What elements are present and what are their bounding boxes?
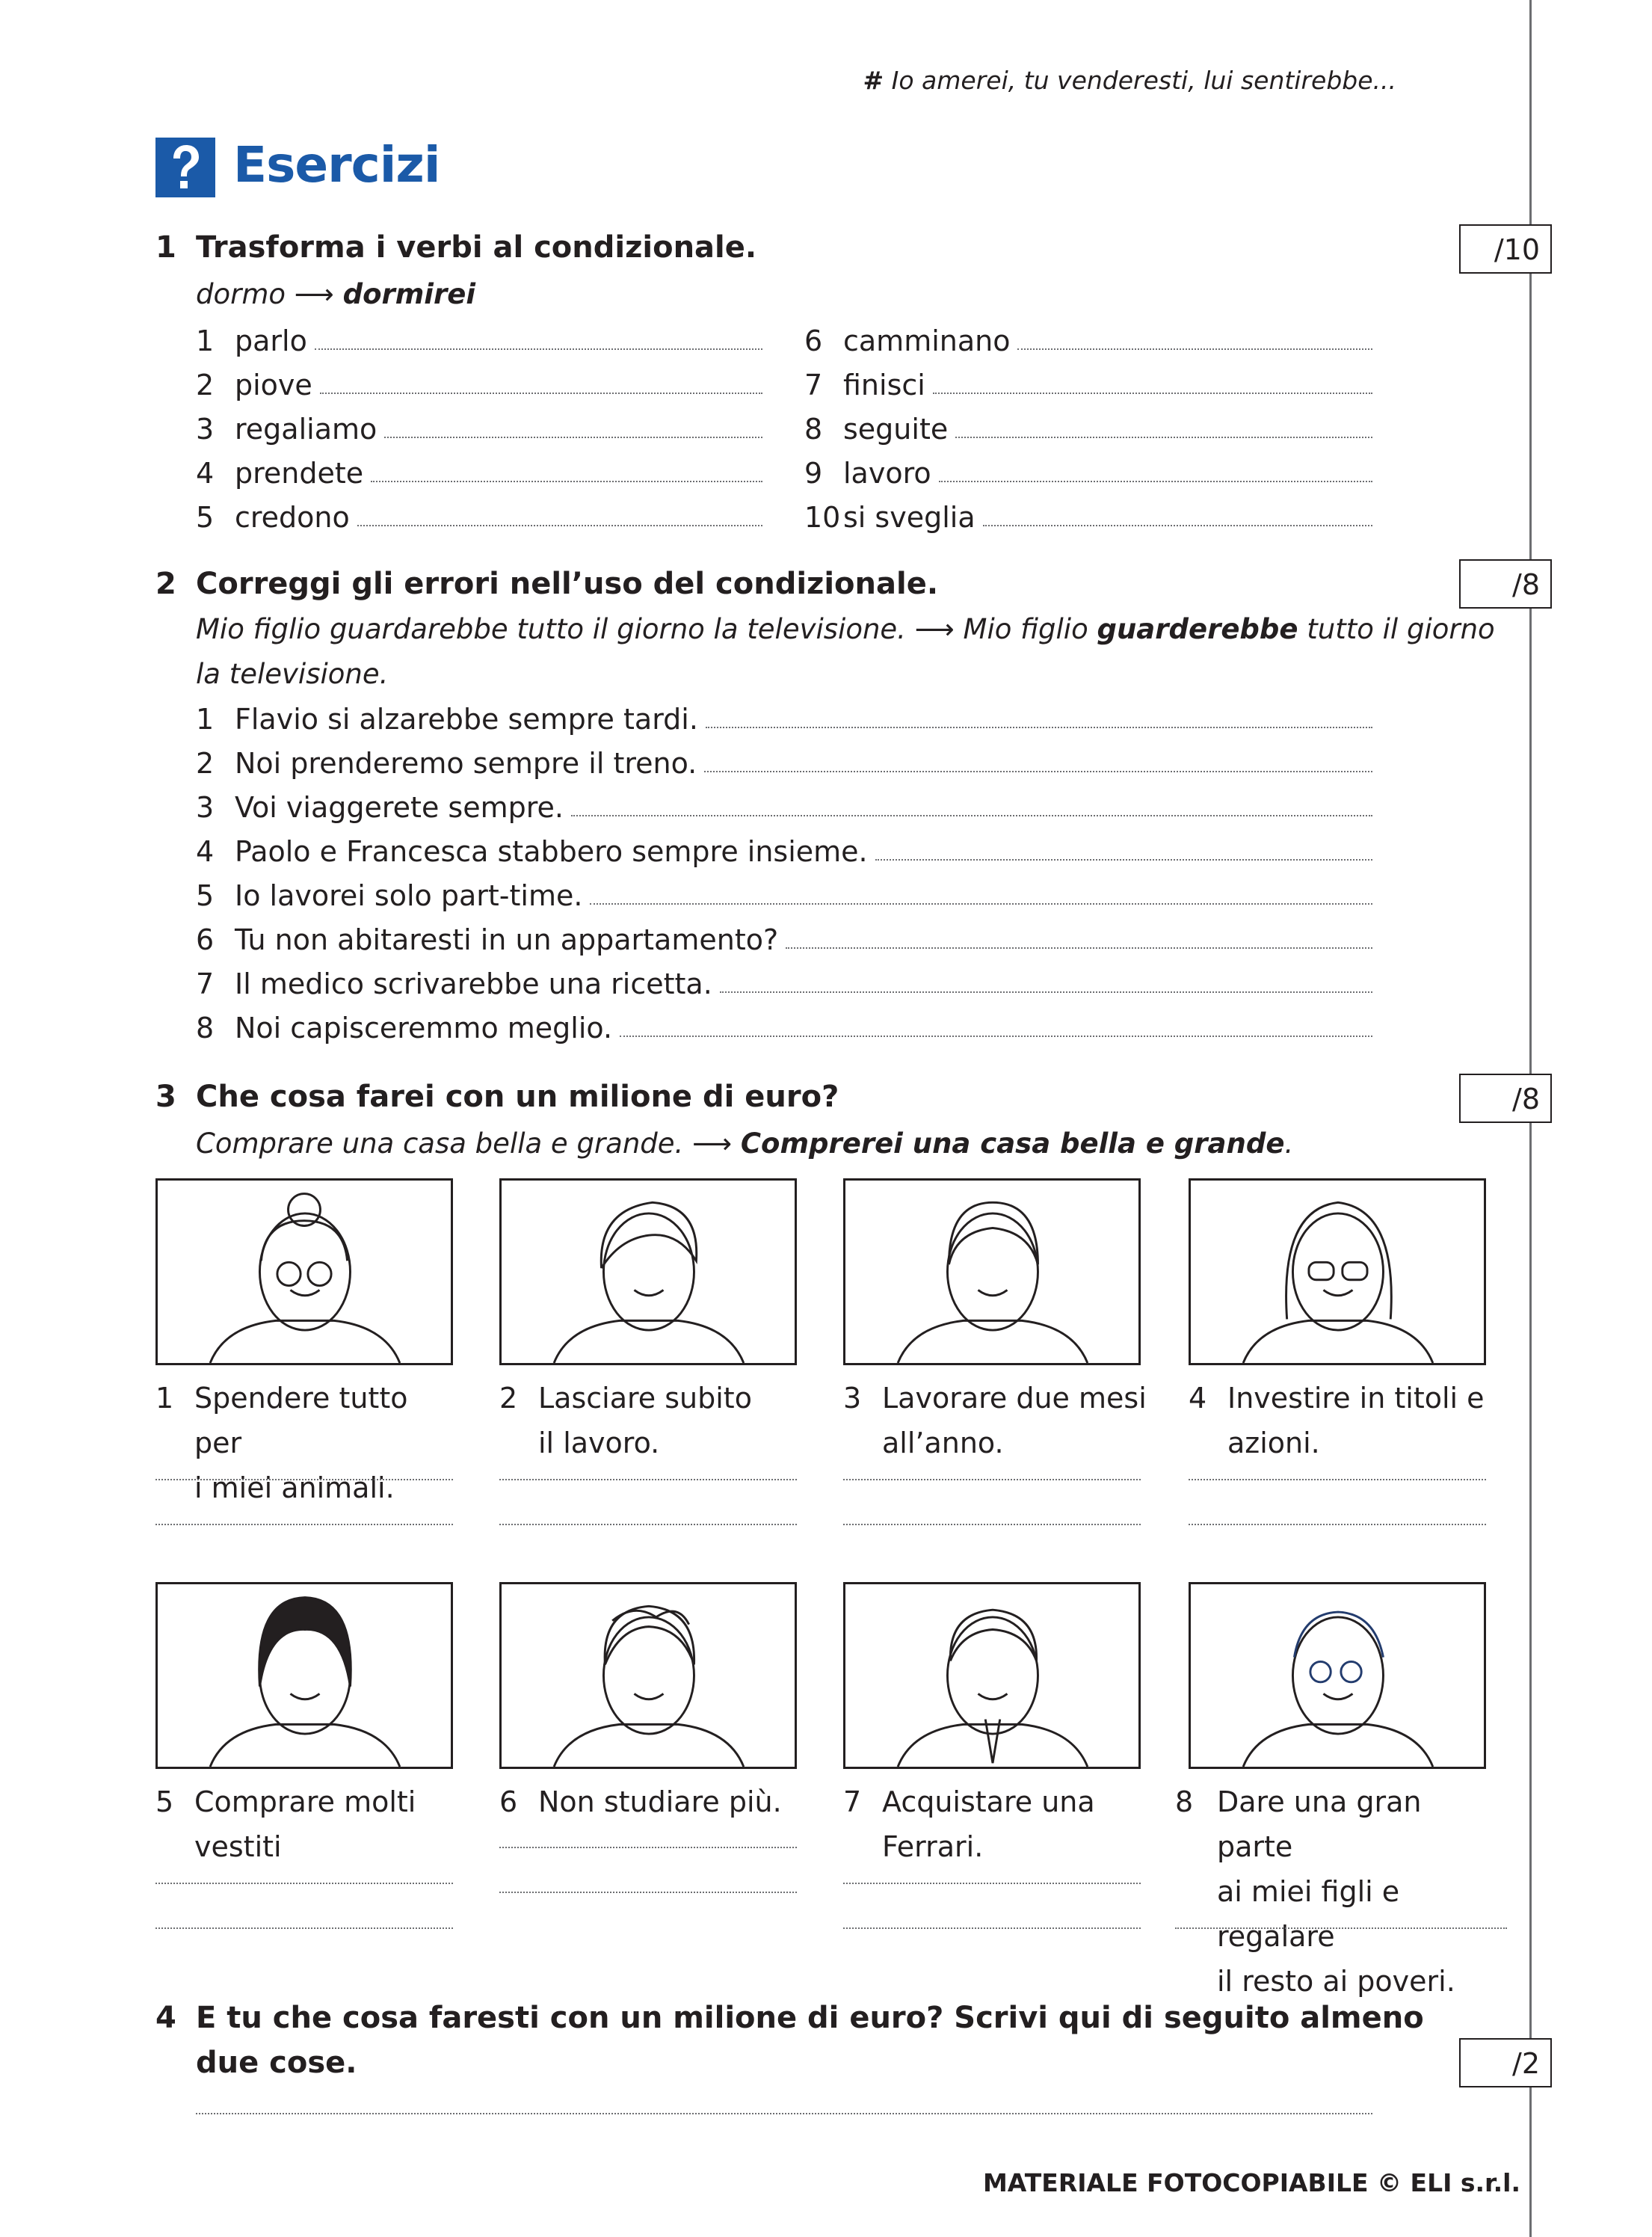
example-given: Comprare una casa bella e grande. — [196, 1127, 684, 1160]
answer-line[interactable] — [875, 859, 1372, 861]
item-number: 1 — [196, 324, 215, 357]
item-text — [194, 1779, 463, 1869]
exercise-3-item — [843, 1376, 1172, 1518]
item-number: 5 — [196, 879, 215, 912]
item-number: 7 — [843, 1785, 862, 1818]
answer-line[interactable] — [155, 1524, 453, 1525]
exercise-1-item — [196, 496, 762, 534]
exercise-3-score-box: /8 — [1459, 1074, 1552, 1123]
item-number: 7 — [804, 369, 823, 401]
example-right-after: tutto il giorno — [1307, 613, 1495, 645]
item-number: 7 — [196, 967, 215, 1000]
item-text-line: Investire in titoli e — [1227, 1382, 1485, 1415]
exercise-3-item — [155, 1779, 484, 1921]
arrow-right-icon: ⟶ — [692, 1127, 733, 1160]
item-word: piove — [235, 369, 312, 401]
exercise-4-heading-line2 — [155, 2046, 1426, 2083]
exercise-1-item — [804, 408, 1372, 446]
answer-line[interactable] — [571, 815, 1372, 816]
item-text-line: il lavoro. — [538, 1427, 660, 1459]
item-number: 6 — [499, 1785, 518, 1818]
exercise-3-item — [155, 1376, 484, 1518]
exercise-1-instruction: Trasforma i verbi al condizionale. — [196, 230, 757, 265]
answer-line[interactable] — [843, 1927, 1141, 1929]
answer-line[interactable] — [499, 1847, 797, 1848]
page-title: Esercizi — [233, 136, 440, 194]
item-text-line: ai miei figli e regalare — [1217, 1875, 1400, 1953]
exercise-2-item — [196, 787, 1372, 824]
item-number: 8 — [804, 413, 823, 446]
item-number: 6 — [804, 324, 823, 357]
answer-line[interactable] — [371, 481, 762, 482]
exercise-1-item — [804, 364, 1372, 401]
exercise-2-item — [196, 1007, 1372, 1044]
item-word: credono — [235, 501, 350, 534]
exercise-2-number: 2 — [155, 567, 176, 601]
item-number: 2 — [196, 369, 215, 401]
item-sentence: Voi viaggerete sempre. — [235, 791, 564, 824]
exercise-3-item — [499, 1779, 828, 1921]
exercise-4-instruction-line1: E tu che cosa faresti con un milione di euro? Scrivi qui di seguito almeno — [196, 2001, 1424, 2035]
example-answer: dormirei — [342, 278, 476, 310]
exercise-1-item — [804, 496, 1372, 534]
arrow-right-icon: ⟶ — [294, 278, 334, 310]
answer-line[interactable] — [983, 525, 1372, 526]
answer-line[interactable] — [720, 991, 1372, 993]
example-right-bold: guarderebbe — [1097, 613, 1298, 645]
item-text — [194, 1376, 463, 1510]
example-right-before: Mio figlio — [963, 613, 1088, 645]
answer-line[interactable] — [315, 348, 762, 350]
item-word: si sveglia — [843, 501, 976, 534]
answer-line[interactable] — [706, 727, 1372, 728]
item-text-line: Dare una gran parte — [1217, 1785, 1422, 1863]
item-text — [882, 1779, 1151, 1869]
item-number: 4 — [196, 835, 215, 868]
answer-line[interactable] — [155, 1927, 453, 1929]
exercise-2-example-line1 — [196, 613, 1495, 645]
item-sentence: Noi capisceremmo meglio. — [235, 1012, 613, 1044]
exercise-2-score-box: /8 — [1459, 559, 1552, 609]
answer-line[interactable] — [843, 1883, 1141, 1884]
item-number: 4 — [196, 457, 215, 490]
exercise-4-number: 4 — [155, 2001, 176, 2035]
old-woman-portrait — [155, 1178, 453, 1365]
answer-line[interactable] — [1189, 1479, 1486, 1480]
man-portrait — [499, 1582, 797, 1769]
item-text-line: Lasciare subito — [538, 1382, 752, 1415]
item-number: 9 — [804, 457, 823, 490]
exercise-1-item — [804, 452, 1372, 490]
answer-line[interactable] — [196, 2113, 1372, 2114]
item-text-line: vestiti — [194, 1830, 282, 1863]
item-number: 6 — [196, 923, 215, 956]
item-number: 8 — [196, 1012, 215, 1044]
answer-line[interactable] — [590, 903, 1372, 905]
exercise-3-item — [1175, 1779, 1504, 1998]
item-text-line: Spendere tutto per — [194, 1382, 408, 1459]
item-sentence: Paolo e Francesca stabbero sempre insieme. — [235, 835, 868, 868]
item-word: lavoro — [843, 457, 931, 490]
item-text — [538, 1779, 807, 1824]
item-number: 5 — [155, 1785, 174, 1818]
item-text-line: il resto ai poveri. — [1217, 1965, 1455, 1998]
exercise-3-item — [1189, 1376, 1517, 1518]
answer-line[interactable] — [1175, 1927, 1507, 1929]
item-number: 5 — [196, 501, 215, 534]
exercise-2-item — [196, 919, 1372, 956]
exercise-2-item — [196, 831, 1372, 868]
answer-line[interactable] — [1017, 348, 1372, 350]
item-number: 4 — [1189, 1382, 1207, 1415]
answer-line[interactable] — [704, 771, 1372, 772]
example-answer: Comprerei una casa bella e grande — [740, 1127, 1285, 1160]
boy-portrait — [843, 1178, 1141, 1365]
footer-copyright: MATERIALE FOTOCOPIABILE © ELI s.r.l. — [982, 2168, 1520, 2197]
answer-line[interactable] — [620, 1036, 1372, 1037]
answer-line[interactable] — [843, 1479, 1141, 1480]
answer-line[interactable] — [939, 481, 1372, 482]
arrow-right-icon: ⟶ — [914, 613, 955, 645]
exercise-1-item — [196, 408, 762, 446]
question-mark-icon — [155, 138, 215, 197]
exercise-3-example — [196, 1127, 1293, 1160]
item-word: parlo — [235, 324, 307, 357]
exercise-3-instruction: Che cosa farei con un milione di euro? — [196, 1080, 839, 1114]
exercise-1-heading — [155, 230, 1052, 268]
item-text — [882, 1376, 1151, 1465]
item-number: 2 — [196, 747, 215, 780]
old-man-portrait — [1189, 1582, 1486, 1769]
header-text: Io amerei, tu venderesti, lui sentirebbe... — [891, 66, 1396, 95]
header-hash: # — [863, 66, 884, 95]
item-text — [538, 1376, 807, 1465]
businessman-portrait — [843, 1582, 1141, 1769]
item-sentence: Flavio si alzarebbe sempre tardi. — [235, 703, 698, 736]
answer-line[interactable] — [357, 525, 762, 526]
exercise-2-example-line2: la televisione. — [196, 658, 389, 690]
exercise-3-heading — [155, 1080, 1202, 1117]
exercise-2-heading — [155, 567, 1202, 604]
item-sentence: Noi prenderemo sempre il treno. — [235, 747, 697, 780]
item-text-line: Comprare molti — [194, 1785, 416, 1818]
answer-line[interactable] — [155, 1883, 453, 1884]
item-number: 10 — [804, 501, 841, 534]
item-sentence: Il medico scrivarebbe una ricetta. — [235, 967, 712, 1000]
item-number: 1 — [196, 703, 215, 736]
item-word: seguite — [843, 413, 949, 446]
item-number: 3 — [843, 1382, 862, 1415]
woman-glasses-portrait — [1189, 1178, 1486, 1365]
item-text-line: azioni. — [1227, 1427, 1320, 1459]
example-end: . — [1284, 1127, 1294, 1160]
item-text-line: Non studiare più. — [538, 1785, 782, 1818]
answer-line[interactable] — [933, 393, 1372, 394]
answer-line[interactable] — [955, 437, 1372, 438]
answer-line[interactable] — [499, 1479, 797, 1480]
item-number: 2 — [499, 1382, 518, 1415]
item-word: prendete — [235, 457, 364, 490]
item-text — [1227, 1376, 1497, 1465]
item-text-line: all’anno. — [882, 1427, 1004, 1459]
answer-line[interactable] — [384, 437, 762, 438]
answer-line[interactable] — [320, 393, 762, 394]
item-text-line: i miei animali. — [194, 1471, 395, 1504]
exercise-1-number: 1 — [155, 230, 176, 265]
exercise-1-item — [804, 320, 1372, 357]
exercise-2-item — [196, 698, 1372, 736]
item-word: regaliamo — [235, 413, 377, 446]
exercise-3-item — [843, 1779, 1172, 1921]
exercise-1-score-box: /10 — [1459, 224, 1552, 274]
answer-line[interactable] — [499, 1524, 797, 1525]
item-word: camminano — [843, 324, 1011, 357]
exercise-1-item — [196, 452, 762, 490]
exercise-2-instruction: Correggi gli errori nell’uso del condizionale. — [196, 567, 939, 601]
exercise-3-item — [499, 1376, 828, 1518]
item-word: finisci — [843, 369, 925, 401]
example-wrong: Mio figlio guardarebbe tutto il giorno la televisione. — [196, 613, 906, 645]
exercise-2-item — [196, 963, 1372, 1000]
item-text — [1217, 1779, 1486, 2004]
item-number: 1 — [155, 1382, 174, 1415]
item-number: 3 — [196, 791, 215, 824]
answer-line[interactable] — [1189, 1524, 1486, 1525]
item-sentence: Io lavorei solo part-time. — [235, 879, 583, 912]
running-header — [863, 66, 1396, 95]
girl-portrait — [155, 1582, 453, 1769]
answer-line[interactable] — [843, 1524, 1141, 1525]
young-man-portrait — [499, 1178, 797, 1365]
exercise-4-heading — [155, 2001, 1426, 2038]
exercise-1-example — [196, 278, 475, 310]
item-number: 3 — [196, 413, 215, 446]
exercise-4-score-box: /2 — [1459, 2038, 1552, 2087]
item-sentence: Tu non abitaresti in un appartamento? — [235, 923, 779, 956]
exercise-2-item — [196, 875, 1372, 912]
answer-line[interactable] — [786, 947, 1372, 949]
exercise-1-item — [196, 320, 762, 357]
item-text-line: Acquistare una — [882, 1785, 1095, 1818]
exercise-3-number: 3 — [155, 1080, 176, 1114]
exercise-2-item — [196, 742, 1372, 780]
answer-line[interactable] — [155, 1479, 453, 1480]
item-text-line: Ferrari. — [882, 1830, 984, 1863]
item-number: 8 — [1175, 1785, 1194, 1818]
item-text-line: Lavorare due mesi — [882, 1382, 1147, 1415]
exercise-4-instruction-line2: due cose. — [196, 2046, 357, 2080]
exercise-1-item — [196, 364, 762, 401]
answer-line[interactable] — [499, 1892, 797, 1893]
example-given: dormo — [196, 278, 286, 310]
